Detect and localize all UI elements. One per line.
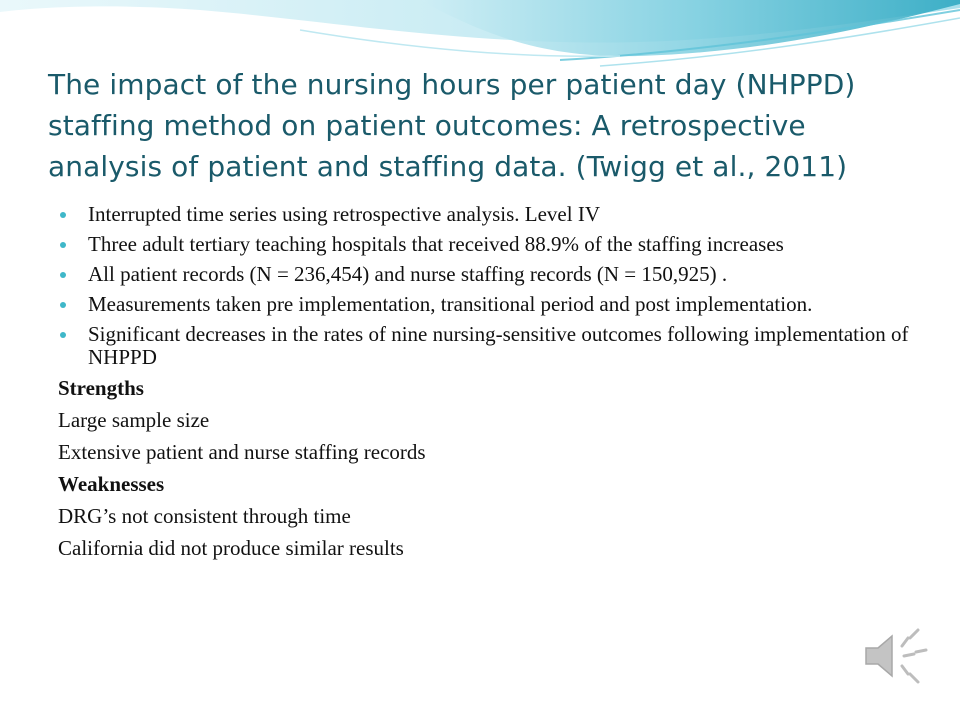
bullet-dot-icon <box>60 332 66 338</box>
bullet-text: Significant decreases in the rates of nine nursing-sensitive outcomes following implementation of NHPPD <box>88 322 909 369</box>
list-item <box>58 233 918 256</box>
bullet-text: Measurements taken pre implementation, transitional period and post implementation. <box>88 292 813 316</box>
bullet-text: Interrupted time series using retrospective analysis. Level IV <box>88 202 600 226</box>
weaknesses-heading: Weaknesses <box>58 472 165 496</box>
bullet-list <box>58 203 918 369</box>
list-item <box>58 203 918 226</box>
list-item <box>58 323 918 369</box>
bullet-dot-icon <box>60 272 66 278</box>
bullet-dot-icon <box>60 212 66 218</box>
slide-title: The impact of the nursing hours per patient day (NHPPD) staffing method on patient outcomes: A retrospective analysis of patient and staffing data. (Twigg et al., 2011) <box>48 68 856 183</box>
strength-item: Extensive patient and nurse staffing records <box>58 440 426 464</box>
list-item <box>58 263 918 286</box>
list-item <box>58 293 918 316</box>
weakness-item: California did not produce similar results <box>58 536 404 560</box>
speaker-icon[interactable] <box>862 624 930 688</box>
bullet-text: Three adult tertiary teaching hospitals that received 88.9% of the staffing increases <box>88 232 784 256</box>
bullet-dot-icon <box>60 302 66 308</box>
weakness-item: DRG’s not consistent through time <box>58 504 351 528</box>
strengths-heading: Strengths <box>58 376 144 400</box>
bullet-dot-icon <box>60 242 66 248</box>
strength-item: Large sample size <box>58 408 210 432</box>
bullet-text: All patient records (N = 236,454) and nurse staffing records (N = 150,925) . <box>88 262 728 286</box>
slide-body <box>58 203 918 560</box>
